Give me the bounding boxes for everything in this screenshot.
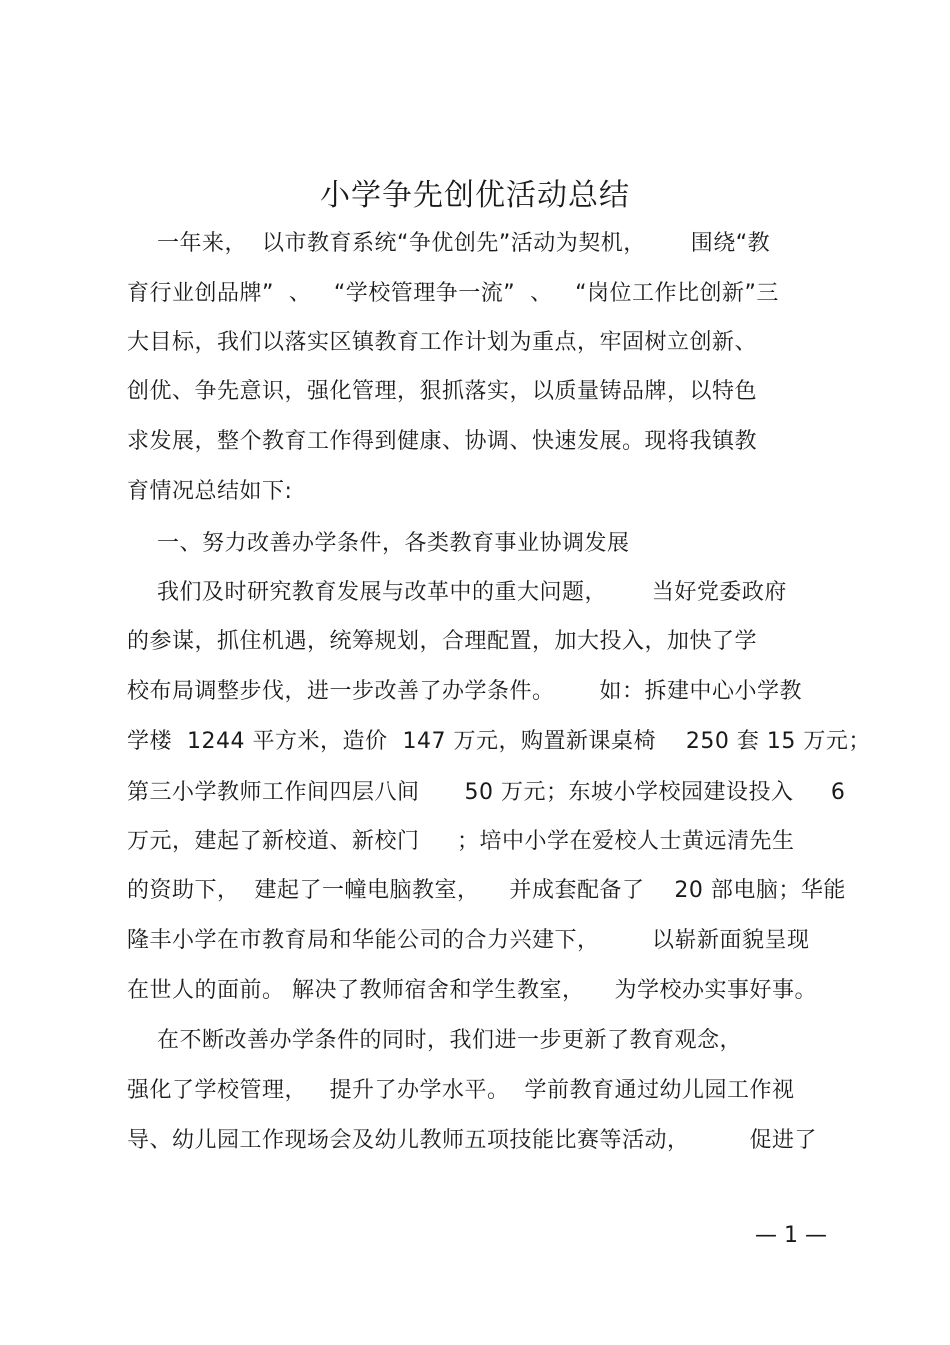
- page-number: — 1 —: [755, 1223, 827, 1248]
- body-line: 育情况总结如下:: [127, 479, 293, 504]
- section-heading: 一、努力改善办学条件，各类教育事业协调发展: [127, 531, 630, 556]
- body-line: 隆丰小学在市教育局和华能公司的合力兴建下， 以崭新面貌呈现: [127, 928, 810, 953]
- body-line: 万元，建起了新校道、新校门 ；培中小学在爱校人士黄远清先生: [127, 829, 795, 854]
- body-line: 的资助下， 建起了一幢电脑教室， 并成套配备了 20 部电脑；华能: [127, 878, 846, 903]
- body-line: 创优、争先意识，强化管理，狠抓落实，以质量铸品牌，以特色: [127, 379, 758, 404]
- body-line: 育行业创品牌” 、 “学校管理争一流” 、 “岗位工作比创新”三: [127, 281, 779, 306]
- body-line: 我们及时研究教育发展与改革中的重大问题， 当好党委政府: [127, 580, 787, 605]
- body-line: 在不断改善办学条件的同时，我们进一步更新了教育观念，: [127, 1028, 742, 1053]
- body-line: 学楼 1244 平方米，造价 147 万元，购置新课桌椅 250 套 15 万元；: [127, 729, 871, 754]
- body-line: 求发展，整个教育工作得到健康、协调、快速发展。现将我镇教: [127, 429, 758, 454]
- body-line: 在世人的面前。 解决了教师宿舍和学生教室， 为学校办实事好事。: [127, 978, 817, 1003]
- body-line: 强化了学校管理， 提升了办学水平。 学前教育通过幼儿园工作视: [127, 1078, 795, 1103]
- body-line: 第三小学教师工作间四层八间 50 万元；东坡小学校园建设投入 6: [127, 780, 846, 805]
- body-line: 大目标，我们以落实区镇教育工作计划为重点，牢固树立创新、: [127, 330, 758, 355]
- body-line: 校布局调整步伐，进一步改善了办学条件。 如：拆建中心小学教: [127, 679, 802, 704]
- body-line: 一年来， 以市教育系统“争优创先”活动为契机， 围绕“教: [127, 231, 771, 256]
- document-title: 小学争先创优活动总结: [320, 178, 630, 213]
- body-line: 的参谋，抓住机遇，统筹规划，合理配置，加大投入，加快了学: [127, 629, 758, 654]
- body-line: 导、幼儿园工作现场会及幼儿教师五项技能比赛等活动， 促进了: [127, 1128, 817, 1153]
